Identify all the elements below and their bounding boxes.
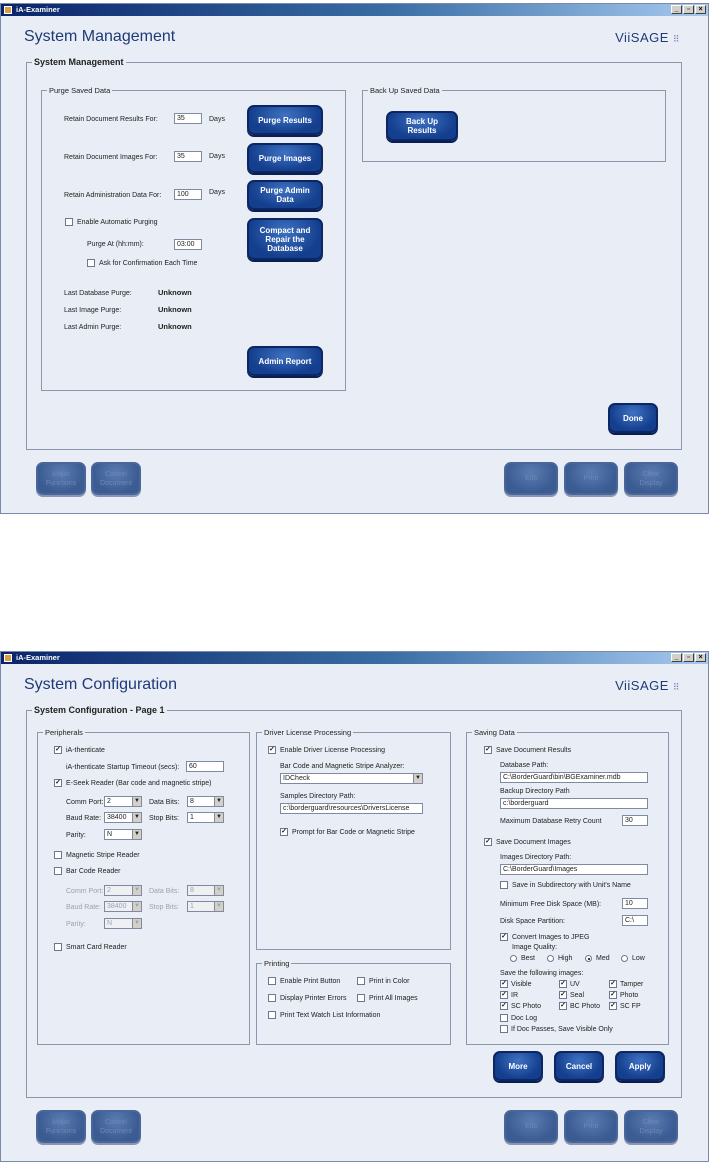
- analyzer-select[interactable]: [280, 773, 423, 784]
- window-title: iA-Examiner: [16, 5, 60, 14]
- chevron-down-icon: ▼: [214, 797, 223, 806]
- db-path-input[interactable]: C:\BorderGuard\bin\BGExaminer.mdb: [500, 772, 648, 783]
- iathenticate-label: iA-thenticate: [66, 747, 105, 754]
- parity-select[interactable]: [104, 829, 142, 840]
- barcode-baud-rate-label: Baud Rate:: [66, 904, 102, 911]
- print-all-images-label: Print All Images: [369, 995, 418, 1002]
- chevron-down-icon: ▼: [132, 886, 141, 895]
- enable-dl-checkbox[interactable]: ✓: [269, 746, 275, 753]
- purge-saved-data-group: [41, 86, 346, 391]
- retain-admin-label: Retain Administration Data For:: [64, 192, 162, 199]
- ir-checkbox[interactable]: ✓: [501, 991, 507, 998]
- chevron-down-icon: ▼: [132, 813, 141, 822]
- chevron-down-icon: ▼: [132, 830, 141, 839]
- last-image-purge-value: Unknown: [158, 305, 192, 314]
- comm-port-label: Comm Port:: [66, 799, 104, 806]
- prompt-barcode-label: Prompt for Bar Code or Magnetic Stripe: [292, 829, 415, 836]
- tamper-checkbox[interactable]: ✓: [610, 980, 616, 987]
- eseek-label: E-Seek Reader (Bar code and magnetic stripe): [66, 780, 212, 787]
- done-button[interactable]: Done: [608, 403, 658, 433]
- title-bar: [1, 4, 708, 16]
- purge-admin-button[interactable]: Purge Admin Data: [247, 180, 323, 210]
- retain-admin-input[interactable]: 100: [174, 189, 202, 200]
- page-title: System Management: [24, 28, 176, 45]
- retry-count-label: Maximum Database Retry Count: [500, 818, 602, 825]
- save-results-label: Save Document Results: [496, 747, 572, 754]
- doc-log-checkbox[interactable]: [500, 1014, 508, 1022]
- db-path-label: Database Path:: [500, 762, 549, 769]
- cancel-button[interactable]: Cancel: [554, 1051, 604, 1081]
- backup-path-label: Backup Directory Path: [500, 788, 570, 795]
- save-results-checkbox[interactable]: ✓: [485, 746, 491, 753]
- printing-title: Printing: [264, 959, 290, 968]
- save-images-checkbox[interactable]: ✓: [485, 838, 491, 845]
- days-label: Days: [209, 116, 225, 123]
- major-functions-button[interactable]: Major Functions: [36, 462, 86, 495]
- driver-license-group: [256, 728, 451, 950]
- logo-dots-icon: ⠿: [672, 682, 680, 692]
- print-color-checkbox[interactable]: [357, 977, 365, 985]
- retain-results-label: Retain Document Results For:: [64, 116, 158, 123]
- data-bits-select[interactable]: [187, 796, 224, 807]
- quality-best-label: Best: [521, 955, 536, 962]
- major-functions-button[interactable]: Major Functions: [36, 1110, 86, 1143]
- confirm-checkbox[interactable]: [87, 259, 95, 267]
- smartcard-label: Smart Card Reader: [66, 944, 127, 951]
- barcode-checkbox[interactable]: [54, 867, 62, 875]
- timeout-label: iA-thenticate Startup Timeout (secs):: [66, 764, 180, 771]
- minimize-button[interactable]: _: [671, 5, 682, 14]
- barcode-data-bits-value: 8: [190, 887, 194, 894]
- barcode-stop-bits-value: 1: [190, 903, 194, 910]
- seal-checkbox[interactable]: ✓: [560, 991, 566, 998]
- enable-print-checkbox[interactable]: [268, 977, 276, 985]
- barcode-comm-port-label: Comm Port:: [66, 888, 104, 895]
- close-button[interactable]: ×: [695, 5, 706, 14]
- parity-label: Parity:: [66, 832, 86, 839]
- partition-input[interactable]: C:\: [622, 915, 648, 926]
- analyzer-value: IDCheck: [283, 775, 310, 782]
- print-button[interactable]: Print: [564, 1110, 618, 1143]
- section-title: System Management: [34, 57, 124, 67]
- sc-photo-label: SC Photo: [511, 1003, 541, 1010]
- title-bar: [1, 652, 708, 664]
- logo-text: ViiSAGE: [615, 678, 669, 693]
- days-label: Days: [209, 189, 225, 196]
- min-disk-label: Minimum Free Disk Space (MB):: [500, 901, 602, 908]
- peripherals-group: [37, 728, 250, 1045]
- enable-print-label: Enable Print Button: [280, 978, 341, 985]
- confirm-label: Ask for Confirmation Each Time: [99, 260, 198, 267]
- chevron-down-icon: ▼: [214, 886, 223, 895]
- days-label: Days: [209, 153, 225, 160]
- sc-photo-checkbox[interactable]: ✓: [501, 1002, 507, 1009]
- jpeg-checkbox[interactable]: ✓: [501, 933, 507, 940]
- ir-label: IR: [511, 992, 518, 999]
- barcode-baud-rate-select[interactable]: [104, 901, 142, 912]
- barcode-stop-bits-select[interactable]: [187, 901, 224, 912]
- purge-results-button[interactable]: Purge Results: [247, 105, 323, 135]
- system-configuration-group: [26, 705, 682, 1098]
- app-icon: [4, 6, 12, 14]
- system-configuration-window: [0, 651, 709, 1162]
- system-management-window: [0, 3, 709, 514]
- print-color-label: Print in Color: [369, 978, 410, 985]
- more-button[interactable]: More: [493, 1051, 543, 1081]
- saving-data-title: Saving Data: [474, 728, 515, 737]
- chevron-down-icon: ▼: [214, 813, 223, 822]
- printing-group: [256, 959, 451, 1045]
- tamper-label: Tamper: [620, 981, 644, 988]
- chevron-down-icon: ▼: [132, 919, 141, 928]
- quality-med-label: Med: [596, 955, 610, 962]
- last-admin-purge-value: Unknown: [158, 322, 192, 331]
- barcode-parity-value: N: [107, 920, 113, 927]
- viisage-logo: [615, 30, 680, 45]
- backup-results-button[interactable]: Back Up Results: [386, 111, 458, 141]
- subdir-checkbox[interactable]: [500, 881, 508, 889]
- last-image-purge-label: Last Image Purge:: [64, 307, 122, 314]
- clear-display-button[interactable]: Clear Display: [624, 1110, 678, 1143]
- barcode-data-bits-select[interactable]: [187, 885, 224, 896]
- compact-repair-button[interactable]: Compact and Repair the Database: [247, 218, 323, 260]
- viisage-logo: [615, 678, 680, 693]
- printer-errors-label: Display Printer Errors: [280, 995, 347, 1002]
- stop-bits-select[interactable]: [187, 812, 224, 823]
- section-title: System Configuration - Page 1: [34, 705, 165, 715]
- baud-rate-label: Baud Rate:: [66, 815, 102, 822]
- barcode-label: Bar Code Reader: [66, 868, 121, 875]
- comm-port-value: 2: [107, 798, 111, 805]
- iathenticate-checkbox[interactable]: ✓: [55, 746, 61, 753]
- print-watch-checkbox[interactable]: [268, 1011, 276, 1019]
- barcode-parity-label: Parity:: [66, 921, 86, 928]
- purge-images-button[interactable]: Purge Images: [247, 143, 323, 173]
- sc-fp-label: SC FP: [620, 1003, 641, 1010]
- apply-button[interactable]: Apply: [615, 1051, 665, 1081]
- barcode-comm-port-value: 2: [107, 887, 111, 894]
- bc-photo-checkbox[interactable]: ✓: [560, 1002, 566, 1009]
- seal-label: Seal: [570, 992, 585, 999]
- barcode-parity-select[interactable]: [104, 918, 142, 929]
- timeout-input[interactable]: 60: [186, 761, 224, 772]
- print-button[interactable]: Print: [564, 462, 618, 495]
- save-following-label: Save the following images:: [500, 970, 584, 977]
- chevron-down-icon: ▼: [413, 774, 422, 783]
- barcode-stop-bits-label: Stop Bits:: [149, 904, 179, 911]
- quality-low-radio[interactable]: [621, 955, 628, 962]
- samples-path-label: Samples Directory Path:: [280, 793, 356, 800]
- barcode-comm-port-select[interactable]: [104, 885, 142, 896]
- peripherals-title: Peripherals: [45, 728, 83, 737]
- purge-group-title: Purge Saved Data: [49, 86, 111, 95]
- backup-group-title: Back Up Saved Data: [370, 86, 440, 95]
- chevron-down-icon: ▼: [132, 902, 141, 911]
- print-watch-label: Print Text Watch List Information: [280, 1012, 381, 1019]
- visible-checkbox[interactable]: ✓: [501, 980, 507, 987]
- maximize-button[interactable]: ▫: [683, 5, 694, 14]
- close-button[interactable]: ×: [695, 653, 706, 662]
- photo-checkbox[interactable]: ✓: [610, 991, 616, 998]
- if-pass-label: If Doc Passes, Save Visible Only: [511, 1026, 613, 1033]
- uv-checkbox[interactable]: ✓: [560, 980, 566, 987]
- window-title: iA-Examiner: [16, 653, 60, 662]
- maximize-button[interactable]: ▫: [683, 653, 694, 662]
- stop-bits-label: Stop Bits:: [149, 815, 179, 822]
- samples-path-input[interactable]: c:\borderguard\resources\DriversLicense: [280, 803, 423, 814]
- quality-med-radio[interactable]: [585, 955, 592, 962]
- backup-saved-data-group: [362, 86, 666, 162]
- eseek-checkbox[interactable]: ✓: [55, 779, 61, 786]
- retain-images-input[interactable]: 35: [174, 151, 202, 162]
- visible-label: Visible: [511, 981, 532, 988]
- auto-purge-checkbox[interactable]: [65, 218, 73, 226]
- app-icon: [4, 654, 12, 662]
- partition-label: Disk Space Partition:: [500, 918, 565, 925]
- retain-images-label: Retain Document Images For:: [64, 154, 158, 161]
- quality-label: Image Quality:: [512, 944, 558, 951]
- images-dir-label: Images Directory Path:: [500, 854, 572, 861]
- enable-dl-label: Enable Driver License Processing: [280, 747, 386, 754]
- cancel-document-button[interactable]: Cancel Document: [91, 462, 141, 495]
- barcode-data-bits-label: Data Bits:: [149, 888, 180, 895]
- photo-label: Photo: [620, 992, 639, 999]
- system-management-group: [26, 57, 682, 450]
- save-images-label: Save Document Images: [496, 839, 571, 846]
- quality-high-label: High: [558, 955, 573, 962]
- printer-errors-checkbox[interactable]: [268, 994, 276, 1002]
- backup-path-input[interactable]: c:\borderguard: [500, 798, 648, 809]
- clear-display-button[interactable]: Clear Display: [624, 462, 678, 495]
- admin-report-button[interactable]: Admin Report: [247, 346, 323, 376]
- baud-rate-select[interactable]: [104, 812, 142, 823]
- if-pass-checkbox[interactable]: [500, 1025, 508, 1033]
- data-bits-value: 8: [190, 798, 194, 805]
- quality-best-radio[interactable]: [510, 955, 517, 962]
- parity-value: N: [107, 831, 113, 838]
- purge-at-label: Purge At (hh:mm):: [87, 241, 144, 248]
- images-dir-input[interactable]: C:\BorderGuard\Images: [500, 864, 648, 875]
- magstripe-checkbox[interactable]: [54, 851, 62, 859]
- analyzer-label: Bar Code and Magnetic Stripe Analyzer:: [280, 763, 405, 770]
- auto-purge-label: Enable Automatic Purging: [77, 219, 158, 226]
- jpeg-label: Convert Images to JPEG: [512, 934, 590, 941]
- minimize-button[interactable]: _: [671, 653, 682, 662]
- purge-at-input[interactable]: 03:00: [174, 239, 202, 250]
- page-title: System Configuration: [24, 676, 177, 693]
- print-all-images-checkbox[interactable]: [357, 994, 365, 1002]
- chevron-down-icon: ▼: [132, 797, 141, 806]
- cancel-document-button[interactable]: Cancel Document: [91, 1110, 141, 1143]
- driver-license-title: Driver License Processing: [264, 728, 352, 737]
- edit-button[interactable]: Edit: [504, 462, 558, 495]
- comm-port-select[interactable]: [104, 796, 142, 807]
- data-bits-label: Data Bits:: [149, 799, 180, 806]
- saving-data-group: [466, 728, 669, 1045]
- stop-bits-value: 1: [190, 814, 194, 821]
- min-disk-input[interactable]: 10: [622, 898, 648, 909]
- retry-count-input[interactable]: 30: [622, 815, 648, 826]
- logo-dots-icon: ⠿: [672, 34, 680, 44]
- baud-rate-value: 38400: [107, 814, 127, 821]
- retain-results-input[interactable]: 35: [174, 113, 202, 124]
- edit-button[interactable]: Edit: [504, 1110, 558, 1143]
- doc-log-label: Doc Log: [511, 1015, 538, 1022]
- sc-fp-checkbox[interactable]: ✓: [610, 1002, 616, 1009]
- bc-photo-label: BC Photo: [570, 1003, 600, 1010]
- smartcard-checkbox[interactable]: [54, 943, 62, 951]
- logo-text: ViiSAGE: [615, 30, 669, 45]
- quality-high-radio[interactable]: [547, 955, 554, 962]
- magstripe-label: Magnetic Stripe Reader: [66, 852, 140, 859]
- subdir-label: Save in Subdirectory with Unit's Name: [512, 882, 631, 889]
- last-db-purge-value: Unknown: [158, 288, 192, 297]
- prompt-barcode-checkbox[interactable]: ✓: [281, 828, 287, 835]
- quality-low-label: Low: [632, 955, 645, 962]
- last-db-purge-label: Last Database Purge:: [64, 290, 132, 297]
- uv-label: UV: [570, 981, 580, 988]
- barcode-baud-rate-value: 38400: [107, 903, 127, 910]
- chevron-down-icon: ▼: [214, 902, 223, 911]
- last-admin-purge-label: Last Admin Purge:: [64, 324, 122, 331]
